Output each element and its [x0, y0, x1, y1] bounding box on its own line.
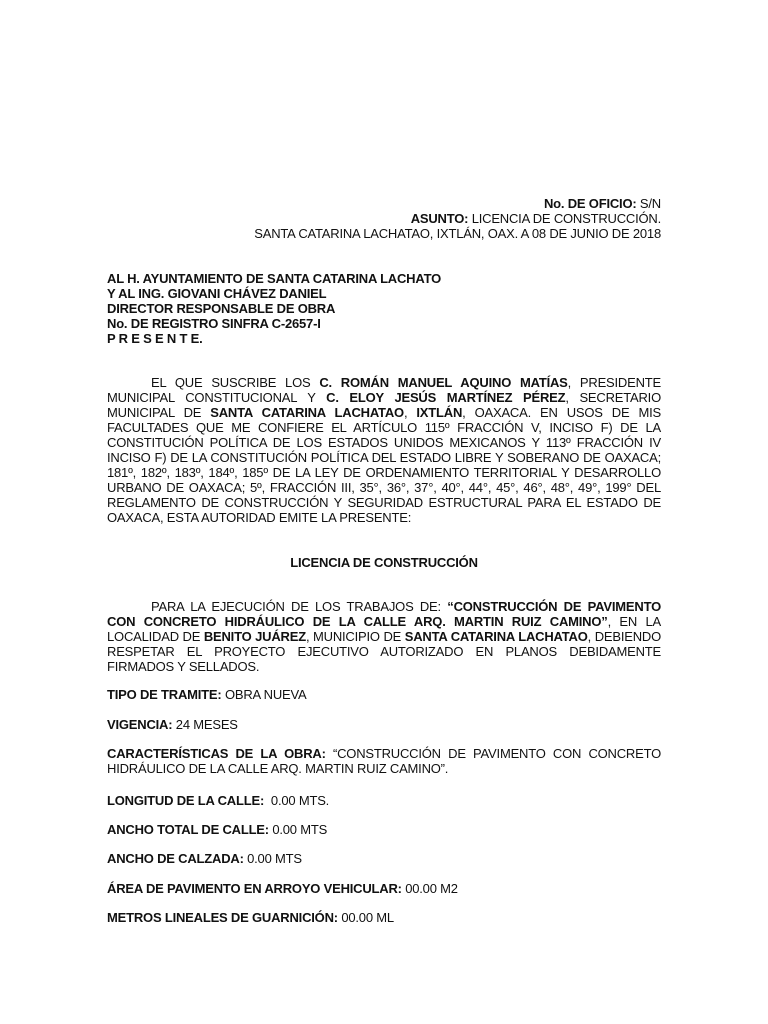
addressee-line: No. DE REGISTRO SINFRA C-2657-I [107, 316, 321, 331]
section-title: LICENCIA DE CONSTRUCCIÓN [290, 555, 478, 570]
district-name: IXTLÁN [416, 405, 463, 420]
intro-text: , SECRETARIO MUNICIPAL DE [107, 390, 661, 420]
president-name: C. ROMÁN MANUEL AQUINO MATÍAS [319, 375, 568, 390]
field-label: TIPO DE TRAMITE: [107, 687, 222, 702]
field-caracteristicas [107, 746, 661, 776]
field-metros-guarnicion [107, 910, 661, 925]
field-label: ANCHO TOTAL DE CALLE: [107, 822, 269, 837]
municipality-name: SANTA CATARINA LACHATAO [404, 629, 588, 644]
field-area-pavimento [107, 881, 661, 896]
field-value: 0.00 MTS [243, 851, 302, 866]
addressee-line: Y AL ING. GIOVANI CHÁVEZ DANIEL [107, 286, 327, 301]
field-label: ÁREA DE PAVIMENTO EN ARROYO VEHICULAR: [107, 881, 402, 896]
project-name: “CONSTRUCCIÓN DE PAVIMENTO CON CONCRETO HIDRÁULICO DE LA CALLE ARQ. MARTIN RUIZ CAMINO” [107, 599, 661, 629]
field-label: LONGITUD DE LA CALLE: [107, 793, 265, 808]
field-value: 0.00 MTS [268, 822, 328, 837]
intro-text: , [403, 405, 417, 420]
field-label: CARACTERÍSTICAS DE LA OBRA: [107, 746, 326, 761]
intro-text: EL QUE SUSCRIBE LOS [151, 375, 320, 390]
field-label: VIGENCIA: [107, 717, 173, 732]
intro-text: , PRESIDENTE MUNICIPAL CONSTITUCIONAL Y [107, 375, 661, 405]
purpose-text: , EN LA LOCALIDAD DE [107, 614, 661, 644]
field-ancho-total [107, 822, 661, 837]
letter-header [254, 196, 661, 241]
addressee-block [107, 271, 441, 346]
oficio-label: No. DE OFICIO: [543, 196, 637, 211]
field-label: METROS LINEALES DE GUARNICIÓN: [107, 910, 338, 925]
field-value: 24 MESES [172, 717, 238, 732]
asunto-line [254, 211, 661, 226]
field-value: OBRA NUEVA [221, 687, 307, 702]
field-value: 00.00 M2 [401, 881, 458, 896]
place-date: SANTA CATARINA LACHATAO, IXTLÁN, OAX. A 08 DE JUNIO DE 2018 [254, 226, 661, 241]
oficio-line [254, 196, 661, 211]
field-value: 0.00 MTS. [264, 793, 330, 808]
field-vigencia [107, 717, 661, 732]
purpose-text: , MUNICIPIO DE [305, 629, 405, 644]
municipality-name: SANTA CATARINA LACHATAO [210, 405, 404, 420]
field-value: 00.00 ML [337, 910, 394, 925]
locality-name: BENITO JUÁREZ [203, 629, 306, 644]
purpose-paragraph [107, 599, 661, 674]
purpose-text: , DEBIENDO RESPETAR EL PROYECTO EJECUTIVO AUTORIZADO EN PLANOS DEBIDAMENTE FIRMADOS Y SELLADOS. [107, 629, 661, 674]
presente-line: P R E S E N T E. [107, 331, 203, 346]
addressee-line: AL H. AYUNTAMIENTO DE SANTA CATARINA LACHATO [107, 271, 442, 286]
field-label: ANCHO DE CALZADA: [107, 851, 244, 866]
purpose-text: PARA LA EJECUCIÓN DE LOS TRABAJOS DE: [151, 599, 448, 614]
intro-text: , OAXACA. EN USOS DE MIS FACULTADES QUE ME CONFIERE EL ARTÍCULO 115º FRACCIÓN V, INCISO F) DE LA CONSTITUCIÓN POLÍTICA DE LOS ESTADOS UNIDOS MEXICANOS Y 113º FRACCIÓN IV INCISO F) DE LA CONSTITUCIÓN POLÍTICA DEL ESTADO LIBRE Y SOBERANO DE OAXACA; 181º, 182º, 183º, 184º, 185º DE LA LEY DE ORDENAMIENTO TERRITORIAL Y DESARROLLO URBANO DE OAXACA; 5º, FRACCIÓN III, 35°, 36°, 37°, 40°, 44°, 45°, 46°, 48°, 49°, 199° DEL REGLAMENTO DE CONSTRUCCIÓN Y SEGURIDAD ESTRUCTURAL PARA EL ESTADO DE OAXACA, ESTA AUTORIDAD EMITE LA PRESENTE: [107, 405, 661, 525]
asunto-value: LICENCIA DE CONSTRUCCIÓN. [468, 211, 661, 226]
field-tipo-tramite [107, 687, 661, 702]
intro-paragraph [107, 375, 661, 525]
field-value: “CONSTRUCCIÓN DE PAVIMENTO CON CONCRETO HIDRÁULICO DE LA CALLE ARQ. MARTIN RUIZ CAMINO”. [107, 746, 662, 776]
field-longitud [107, 793, 661, 808]
oficio-value: S/N [636, 196, 661, 211]
field-ancho-calzada [107, 851, 661, 866]
secretary-name: C. ELOY JESÚS MARTÍNEZ PÉREZ [326, 390, 566, 405]
asunto-label: ASUNTO: [410, 211, 469, 226]
addressee-line: DIRECTOR RESPONSABLE DE OBRA [107, 301, 336, 316]
